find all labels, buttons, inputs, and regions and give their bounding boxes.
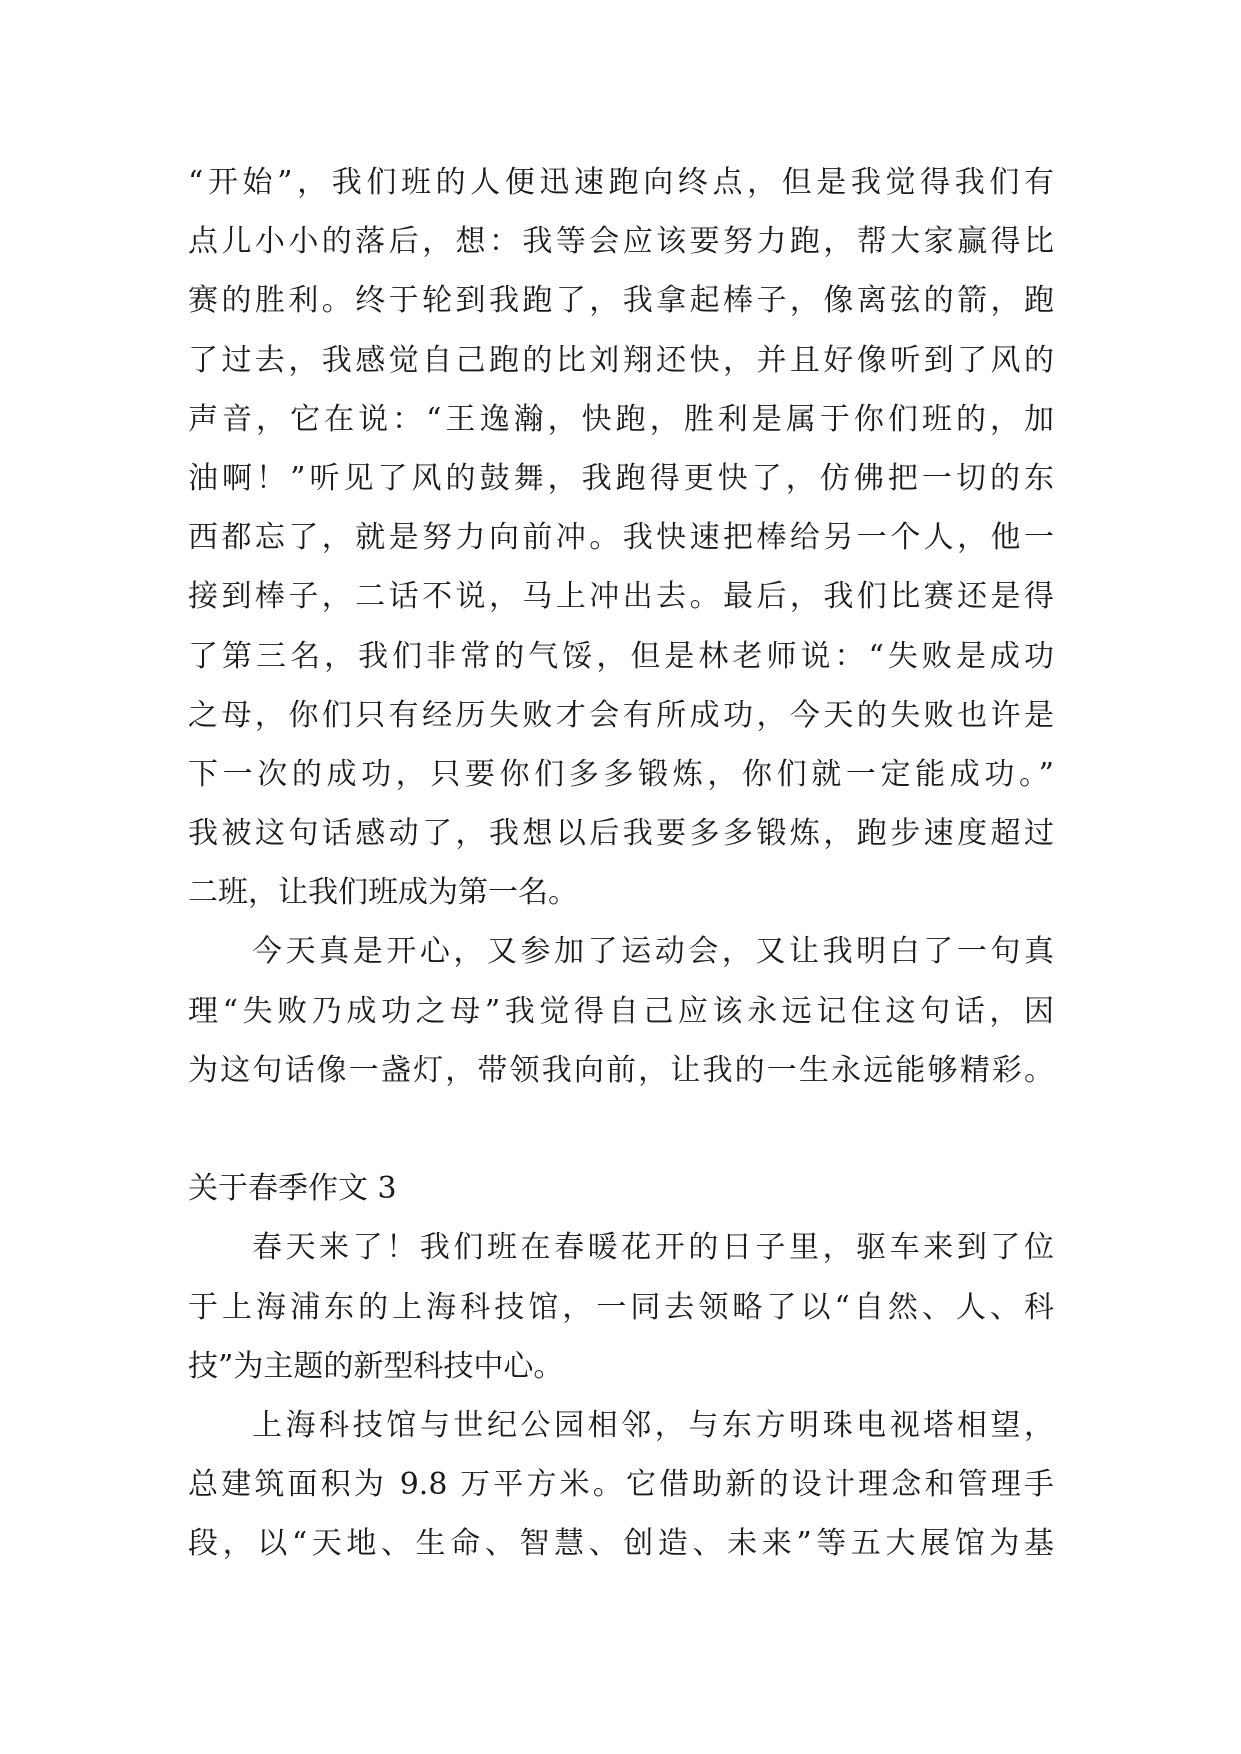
text-line: 之母，你们只有经历失败才会有所成功，今天的失败也许是 <box>188 697 1054 733</box>
text-line: 西都忘了，就是努力向前冲。我快速把棒给另一个人，他一 <box>188 520 1054 556</box>
text-line: 了第三名，我们非常的气馁，但是林老师说：“失败是成功 <box>188 638 1054 674</box>
paragraph-science-museum <box>188 1396 1054 1574</box>
paragraph-gap <box>188 1100 1054 1159</box>
text-line: 今天真是开心，又参加了运动会，又让我明白了一句真 <box>252 934 1054 970</box>
text-line: 理“失败乃成功之母”我觉得自己应该永远记住这句话，因 <box>188 993 1054 1029</box>
document-body <box>188 153 1054 1574</box>
text-line: 点儿小小的落后，想：我等会应该要努力跑，帮大家赢得比 <box>188 224 1054 260</box>
text-line: 下一次的成功，只要你们多多锻炼，你们就一定能成功。” <box>188 756 1054 792</box>
paragraph-relay-race <box>188 153 1054 922</box>
text-line: 春天来了！我们班在春暖花开的日子里，驱车来到了位 <box>252 1230 1054 1266</box>
text-line: 油啊！”听见了风的鼓舞，我跑得更快了，仿佛把一切的东 <box>188 460 1054 496</box>
text-line: 赛的胜利。终于轮到我跑了，我拿起棒子，像离弦的箭，跑 <box>188 283 1054 319</box>
text-line: 声音，它在说：“王逸瀚，快跑，胜利是属于你们班的，加 <box>188 401 1054 437</box>
text-line: 总建筑面积为 9.8 万平方米。它借助新的设计理念和管理手 <box>188 1467 1054 1503</box>
paragraph-conclusion <box>188 922 1054 1100</box>
text-line: 技”为主题的新型科技中心。 <box>188 1348 564 1384</box>
text-line: “开始”，我们班的人便迅速跑向终点，但是我觉得我们有 <box>188 165 1054 200</box>
text-line: 上海科技馆与世纪公园相邻，与东方明珠电视塔相望， <box>252 1407 1054 1443</box>
text-line: 段，以“天地、生命、智慧、创造、未来”等五大展馆为基 <box>188 1526 1054 1562</box>
text-line: 了过去，我感觉自己跑的比刘翔还快，并且好像听到了风的 <box>188 342 1054 378</box>
text-line: 于上海浦东的上海科技馆，一同去领略了以“自然、人、科 <box>188 1289 1054 1325</box>
text-line: 我被这句话感动了，我想以后我要多多锻炼，跑步速度超过 <box>188 816 1054 852</box>
text-line: 为这句话像一盏灯，带领我向前，让我的一生永远能够精彩。 <box>188 1052 1054 1088</box>
text-line: 二班，让我们班成为第一名。 <box>188 875 578 911</box>
text-line: 接到棒子，二话不说，马上冲出去。最后，我们比赛还是得 <box>188 579 1054 615</box>
paragraph-spring-trip <box>188 1218 1054 1396</box>
section-heading: 关于春季作文 3 <box>188 1171 397 1207</box>
